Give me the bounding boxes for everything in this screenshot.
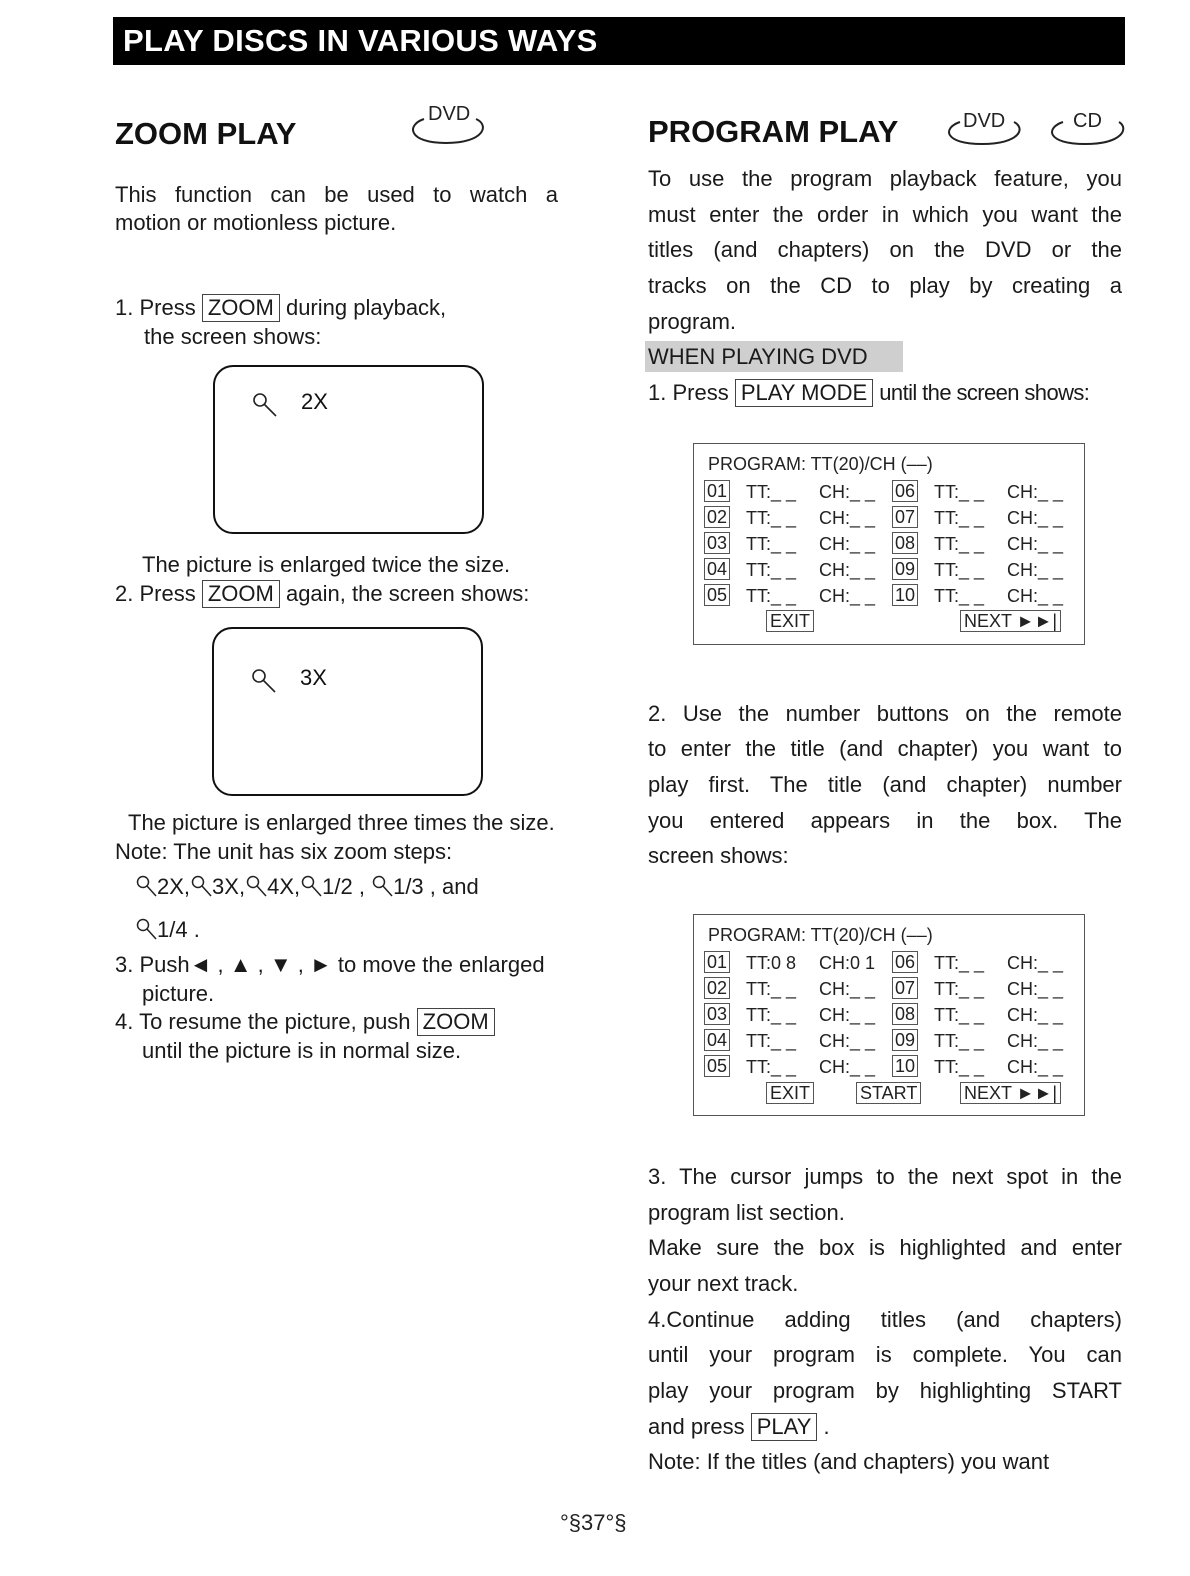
program-intro-line: must enter the order in which you want the xyxy=(648,202,1122,227)
program-slot[interactable]: 05 xyxy=(704,1055,730,1077)
zoom-intro-line1: This function can be used to watch a xyxy=(115,182,558,207)
zoom-step1 xyxy=(115,294,446,322)
zoom-step: 1/4 xyxy=(157,917,188,942)
exit-button[interactable]: EXIT xyxy=(766,1082,814,1104)
zoom-caption1: The picture is enlarged twice the size. xyxy=(142,552,511,577)
step2-prefix: 2. Press xyxy=(115,581,196,606)
program-row xyxy=(704,951,1074,975)
program-slot[interactable]: 07 xyxy=(892,977,918,999)
when-playing-dvd-heading: WHEN PLAYING DVD xyxy=(645,341,903,372)
title-field[interactable]: TT:0 8 xyxy=(746,953,797,973)
chapter-field[interactable]: CH:0 1 xyxy=(819,953,876,973)
dvd-disc-logo xyxy=(942,110,1022,150)
zoom-step: 3X xyxy=(212,874,239,899)
title-field[interactable]: TT:_ _ xyxy=(934,586,985,606)
program-slot[interactable]: 09 xyxy=(892,1029,918,1051)
program-intro-line: titles (and chapters) on the DVD or the xyxy=(648,237,1122,262)
magnifier-icon xyxy=(135,874,157,900)
program-slot[interactable]: 01 xyxy=(704,480,730,502)
program-screen-title: PROGRAM: TT(20)/CH (––) xyxy=(708,925,933,945)
zoom-step: 4X xyxy=(267,874,295,899)
program-slot[interactable]: 09 xyxy=(892,558,918,580)
chapter-field[interactable]: CH:_ _ xyxy=(1007,1031,1064,1051)
program-step4-line: until your program is complete. You can xyxy=(648,1342,1122,1367)
zoom-caption2: The picture is enlarged three times the size. xyxy=(128,810,555,835)
program-row xyxy=(704,584,1074,608)
program-step1 xyxy=(648,375,1089,411)
zoom-level: 2X xyxy=(301,389,328,414)
magnifier-icon xyxy=(190,874,212,900)
program-intro-line: To use the program playback feature, you xyxy=(648,166,1122,191)
chapter-field[interactable]: CH:_ _ xyxy=(819,560,876,580)
title-field[interactable]: TT:_ _ xyxy=(934,482,985,502)
program-slot[interactable]: 06 xyxy=(892,480,918,502)
zoom-step: 2X xyxy=(157,874,184,899)
zoom-step: 1/3 xyxy=(393,874,424,899)
and-word: and xyxy=(442,874,479,899)
program-screen-empty xyxy=(693,443,1085,645)
program-step3-line: your next track. xyxy=(648,1271,799,1296)
chapter-field[interactable]: CH:_ _ xyxy=(1007,560,1064,580)
program-note: Note: If the titles (and chapters) you want xyxy=(648,1449,1050,1474)
magnifier-icon xyxy=(135,917,157,943)
zoom-note: Note: The unit has six zoom steps: xyxy=(115,839,453,864)
zoom-play-title: ZOOM PLAY xyxy=(115,116,297,151)
step1-suffix: during playback, xyxy=(285,295,447,320)
zoom-key-button[interactable]: ZOOM xyxy=(417,1008,495,1036)
exit-button[interactable]: EXIT xyxy=(766,610,814,632)
title-field[interactable]: TT:_ _ xyxy=(934,508,985,528)
step4-prefix: and press xyxy=(648,1414,745,1439)
play-mode-key-button[interactable]: PLAY MODE xyxy=(735,379,873,407)
program-slot[interactable]: 07 xyxy=(892,506,918,528)
cd-disc-logo xyxy=(1045,110,1125,150)
chapter-field[interactable]: CH:_ _ xyxy=(1007,586,1064,606)
program-intro-line: program. xyxy=(648,309,737,334)
program-slot[interactable]: 10 xyxy=(892,1055,918,1077)
program-slot[interactable]: 06 xyxy=(892,951,918,973)
program-row xyxy=(704,532,1074,556)
program-slot[interactable]: 03 xyxy=(704,1003,730,1025)
program-screen-entered xyxy=(693,914,1085,1116)
zoom-step: 1/2 xyxy=(322,874,353,899)
program-step3-line: 3. The cursor jumps to the next spot in the xyxy=(648,1164,1122,1189)
title-field[interactable]: TT:_ _ xyxy=(746,1031,797,1051)
zoom-intro-line2: motion or motionless picture. xyxy=(115,210,397,235)
program-row xyxy=(704,480,1074,504)
chapter-field[interactable]: CH:_ _ xyxy=(819,508,876,528)
magnifier-icon xyxy=(371,874,393,900)
title-field[interactable]: TT:_ _ xyxy=(746,979,797,999)
zoom-steps-list-line2: 1/4 . xyxy=(135,916,200,944)
program-slot[interactable]: 08 xyxy=(892,1003,918,1025)
program-slot[interactable]: 01 xyxy=(704,951,730,973)
zoom-level: 3X xyxy=(300,665,327,690)
chapter-field[interactable]: CH:_ _ xyxy=(819,586,876,606)
page-header: PLAY DISCS IN VARIOUS WAYS xyxy=(113,17,1125,65)
program-row xyxy=(704,1003,1074,1027)
program-slot[interactable]: 08 xyxy=(892,532,918,554)
chapter-field[interactable]: CH:_ _ xyxy=(819,1031,876,1051)
step3-suffix: to move the enlarged xyxy=(337,952,545,977)
dvd-logo-text: DVD xyxy=(963,110,1006,132)
program-screen-title: PROGRAM: TT(20)/CH (––) xyxy=(708,454,933,474)
zoom-screen-3x xyxy=(212,627,483,796)
program-row xyxy=(704,558,1074,582)
title-field[interactable]: TT:_ _ xyxy=(934,560,985,580)
start-button[interactable]: START xyxy=(856,1082,921,1104)
zoom-step1-line2: the screen shows: xyxy=(144,324,322,349)
left-arrow-icon: ◄ xyxy=(189,952,212,977)
chapter-field[interactable]: CH:_ _ xyxy=(819,979,876,999)
zoom-key-button[interactable]: ZOOM xyxy=(202,580,280,608)
program-slot[interactable]: 04 xyxy=(704,558,730,580)
program-play-title: PROGRAM PLAY xyxy=(648,114,899,149)
program-slot[interactable]: 04 xyxy=(704,1029,730,1051)
zoom-step4-line2: until the picture is in normal size. xyxy=(142,1038,462,1063)
program-step2-line: to enter the title (and chapter) you want to xyxy=(648,736,1122,761)
title-field[interactable]: TT:_ _ xyxy=(934,1031,985,1051)
right-arrow-icon: ► xyxy=(309,952,332,977)
title-field[interactable]: TT:_ _ xyxy=(934,1057,985,1077)
program-slot[interactable]: 10 xyxy=(892,584,918,606)
chapter-field[interactable]: CH:_ _ xyxy=(1007,534,1064,554)
step4-prefix: 4. To resume the picture, push xyxy=(115,1009,411,1034)
zoom-screen-2x xyxy=(213,365,484,534)
title-field[interactable]: TT:_ _ xyxy=(934,1005,985,1025)
dvd-disc-logo xyxy=(406,103,486,143)
zoom-key-button[interactable]: ZOOM xyxy=(202,294,280,322)
program-step2-line: play first. The title (and chapter) number xyxy=(648,772,1122,797)
title-field[interactable]: TT:_ _ xyxy=(746,482,797,502)
title-field[interactable]: TT:_ _ xyxy=(934,534,985,554)
chapter-field[interactable]: CH:_ _ xyxy=(1007,1057,1064,1077)
title-field[interactable]: TT:_ _ xyxy=(746,560,797,580)
magnifier-icon xyxy=(250,667,280,697)
chapter-field[interactable]: CH:_ _ xyxy=(1007,1005,1064,1025)
chapter-field[interactable]: CH:_ _ xyxy=(1007,979,1064,999)
step1-suffix: until the screen shows: xyxy=(879,380,1090,405)
magnifier-icon xyxy=(300,874,322,900)
zoom-step3: 3. Push◄ , ▲ , ▼ , ► to move the enlarged xyxy=(115,952,545,977)
title-field[interactable]: TT:_ _ xyxy=(934,979,985,999)
chapter-field[interactable]: CH:_ _ xyxy=(1007,508,1064,528)
title-field[interactable]: TT:_ _ xyxy=(934,953,985,973)
title-field[interactable]: TT:_ _ xyxy=(746,1057,797,1077)
program-step2-line: you entered appears in the box. The xyxy=(648,808,1122,833)
program-row xyxy=(704,1055,1074,1079)
step2-suffix: again, the screen shows: xyxy=(285,581,530,606)
program-step2-line: screen shows: xyxy=(648,843,789,868)
program-row xyxy=(704,1029,1074,1053)
page-number: °§37°§ xyxy=(560,1510,627,1535)
dvd-logo-text: DVD xyxy=(428,103,471,125)
program-step4-line: 4.Continue adding titles (and chapters) xyxy=(648,1307,1122,1332)
program-slot[interactable]: 03 xyxy=(704,532,730,554)
program-step3-line: program list section. xyxy=(648,1200,845,1225)
title-field[interactable]: TT:_ _ xyxy=(746,586,797,606)
cd-logo-text: CD xyxy=(1073,110,1102,132)
program-row xyxy=(704,506,1074,530)
program-intro-line: tracks on the CD to play by creating a xyxy=(648,273,1122,298)
next-button[interactable]: NEXT ►►| xyxy=(960,1082,1061,1104)
program-step3-line: Make sure the box is highlighted and enter xyxy=(648,1235,1122,1260)
program-row xyxy=(704,977,1074,1001)
zoom-step2 xyxy=(115,580,529,608)
up-arrow-icon: ▲ xyxy=(229,952,252,977)
chapter-field[interactable]: CH:_ _ xyxy=(1007,953,1064,973)
program-step4-last xyxy=(648,1409,830,1445)
title-field[interactable]: TT:_ _ xyxy=(746,1005,797,1025)
zoom-steps-list: 2X, 3X, 4X, 1/2 , 1/3 , and xyxy=(135,873,479,901)
play-key-button[interactable]: PLAY xyxy=(751,1413,818,1441)
chapter-field[interactable]: CH:_ _ xyxy=(819,482,876,502)
step4-suffix: . xyxy=(823,1414,830,1439)
step1-prefix: 1. Press xyxy=(648,380,729,405)
down-arrow-icon: ▼ xyxy=(269,952,292,977)
chapter-field[interactable]: CH:_ _ xyxy=(819,1005,876,1025)
chapter-field[interactable]: CH:_ _ xyxy=(819,1057,876,1077)
chapter-field[interactable]: CH:_ _ xyxy=(1007,482,1064,502)
program-slot[interactable]: 02 xyxy=(704,977,730,999)
zoom-step4 xyxy=(115,1008,495,1036)
program-slot[interactable]: 02 xyxy=(704,506,730,528)
zoom-step3-line2: picture. xyxy=(142,981,215,1006)
program-slot[interactable]: 05 xyxy=(704,584,730,606)
next-button[interactable]: NEXT ►►| xyxy=(960,610,1061,632)
chapter-field[interactable]: CH:_ _ xyxy=(819,534,876,554)
title-field[interactable]: TT:_ _ xyxy=(746,534,797,554)
magnifier-icon xyxy=(245,874,267,900)
magnifier-icon xyxy=(251,391,281,421)
program-step4-line: play your program by highlighting START xyxy=(648,1378,1122,1403)
step3-prefix: 3. Push xyxy=(115,952,190,977)
step1-prefix: 1. Press xyxy=(115,295,196,320)
title-field[interactable]: TT:_ _ xyxy=(746,508,797,528)
program-step2-line: 2. Use the number buttons on the remote xyxy=(648,701,1122,726)
